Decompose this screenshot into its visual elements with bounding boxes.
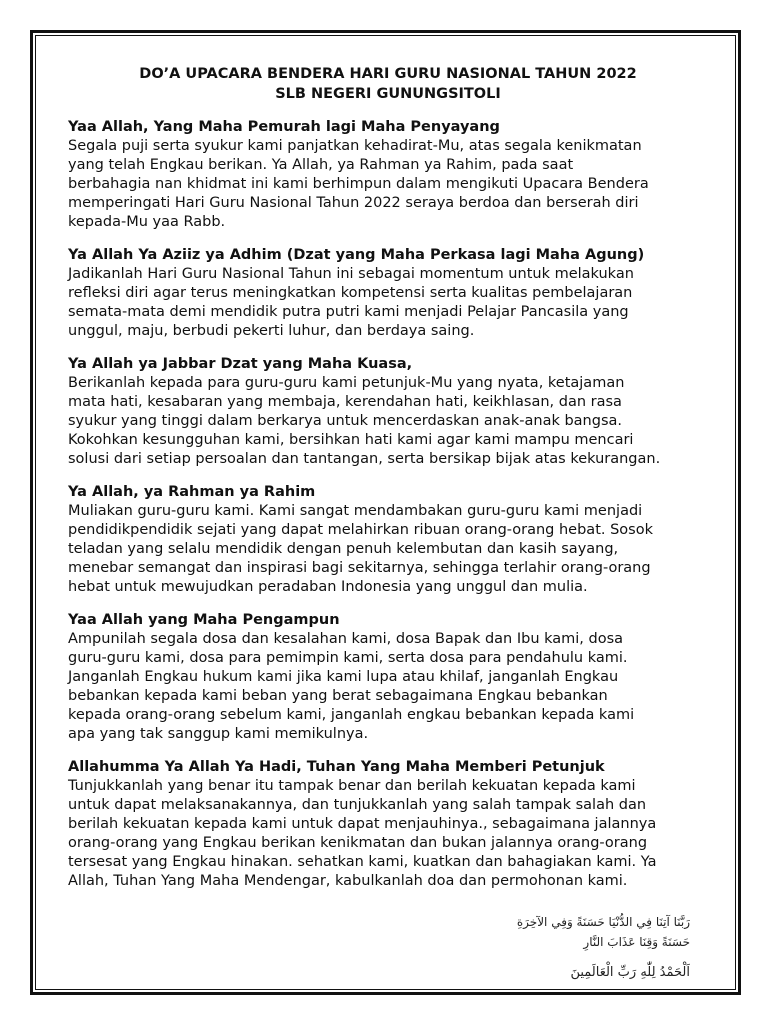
section-4 [68,483,708,597]
section-paragraph: Berikanlah kepada para guru-guru kami petunjuk-Mu yang nyata, ketajaman mata hati, kesabaran yang membaja, kerendahan hati, keikhlasan, dan rasa syukur yang tinggi dalam berkarya untuk mencerdaskan anak-anak bangsa. Kokohkan kesungguhan kami, bersihkan hati kami agar kami mampu mencari solusi dari setiap persoalan dan tantangan, serta bersikap bijak atas kekurangan. [68,375,661,467]
section-5 [68,611,708,744]
closing-arabic-prayer [460,912,690,984]
section-6 [68,758,708,891]
title-line-1: DO’A UPACARA BENDERA HARI GURU NASIONAL TAHUN 2022 [139,66,637,82]
section-heading: Yaa Allah yang Maha Pengampun [68,612,340,628]
section-heading: Ya Allah, ya Rahman ya Rahim [68,484,316,500]
arabic-line-2: حَسَنَةً وَقِنَا عَذَابَ النَّارِ [583,935,690,949]
section-heading: Ya Allah Ya Aziiz ya Adhim (Dzat yang Maha Perkasa lagi Maha Agung) [68,247,645,263]
section-paragraph: Tunjukkanlah yang benar itu tampak benar dan berilah kekuatan kepada kami untuk dapat melaksanakannya, dan tunjukkanlah yang salah tampak salah dan berilah kekuatan kepada kami untuk dapat menjauhinya., sebagaimana jalannya orang-orang yang Engkau berikan kenikmatan dan bukan jalannya orang-orang tersesat yang Engkau hinakan. sehatkan kami, kuatkan dan bahagiakan kami. Ya Allah, Tuhan Yang Maha Mendengar, kabulkanlah doa dan permohonan kami. [68,778,657,889]
section-paragraph: Jadikanlah Hari Guru Nasional Tahun ini sebagai momentum untuk melakukan refleksi diri agar terus meningkatkan kompetensi serta kualitas pembelajaran semata-mata demi mendidik putra putri kami menjadi Pelajar Pancasila yang unggul, maju, berbudi pekerti luhur, dan berdaya saing. [68,266,634,339]
arabic-line-3: اَلْحَمْدُ لِلّٰهِ رَبِّ الْعَالَمِينَ [570,965,690,980]
section-paragraph: Segala puji serta syukur kami panjatkan kehadirat-Mu, atas segala kenikmatan yang telah Engkau berikan. Ya Allah, ya Rahman ya Rahim, pada saat berbahagia nan khidmat ini kami berhimpun dalam mengikuti Upacara Bendera memperingati Hari Guru Nasional Tahun 2022 seraya berdoa dan berserah diri kepada-Mu yaa Rabb. [68,138,649,230]
section-heading: Ya Allah ya Jabbar Dzat yang Maha Kuasa, [68,356,413,372]
section-heading: Allahumma Ya Allah Ya Hadi, Tuhan Yang Maha Memberi Petunjuk [68,759,605,775]
section-1 [68,118,708,232]
document-body [68,64,708,905]
document-title [68,64,708,104]
section-paragraph: Ampunilah segala dosa dan kesalahan kami, dosa Bapak dan Ibu kami, dosa guru-guru kami, dosa para pemimpin kami, serta dosa para pendahulu kami. Janganlah Engkau hukum kami jika kami lupa atau khilaf, janganlah Engkau bebankan kepada kami beban yang berat sebagaimana Engkau bebankan kepada orang-orang sebelum kami, janganlah engkau bebankan kepada kami apa yang tak sanggup kami memikulnya. [68,631,635,742]
title-line-2: SLB NEGERI GUNUNGSITOLI [275,86,501,102]
section-heading: Yaa Allah, Yang Maha Pemurah lagi Maha Penyayang [68,119,500,135]
arabic-line-1: رَبَّنَا آتِنَا فِي الدُّنْيَا حَسَنَةً وَفِي الآخِرَةِ [516,915,690,929]
section-paragraph: Muliakan guru-guru kami. Kami sangat mendambakan guru-guru kami menjadi pendidikpendidik sejati yang dapat melahirkan ribuan orang-orang hebat. Sosok teladan yang selalu mendidik dengan penuh kelembutan dan kasih sayang, menebar semangat dan inspirasi bagi sekitarnya, sehingga terlahir orang-orang hebat untuk mewujudkan peradaban Indonesia yang unggul dan mulia. [68,503,653,595]
section-2 [68,246,708,341]
section-3 [68,355,708,469]
